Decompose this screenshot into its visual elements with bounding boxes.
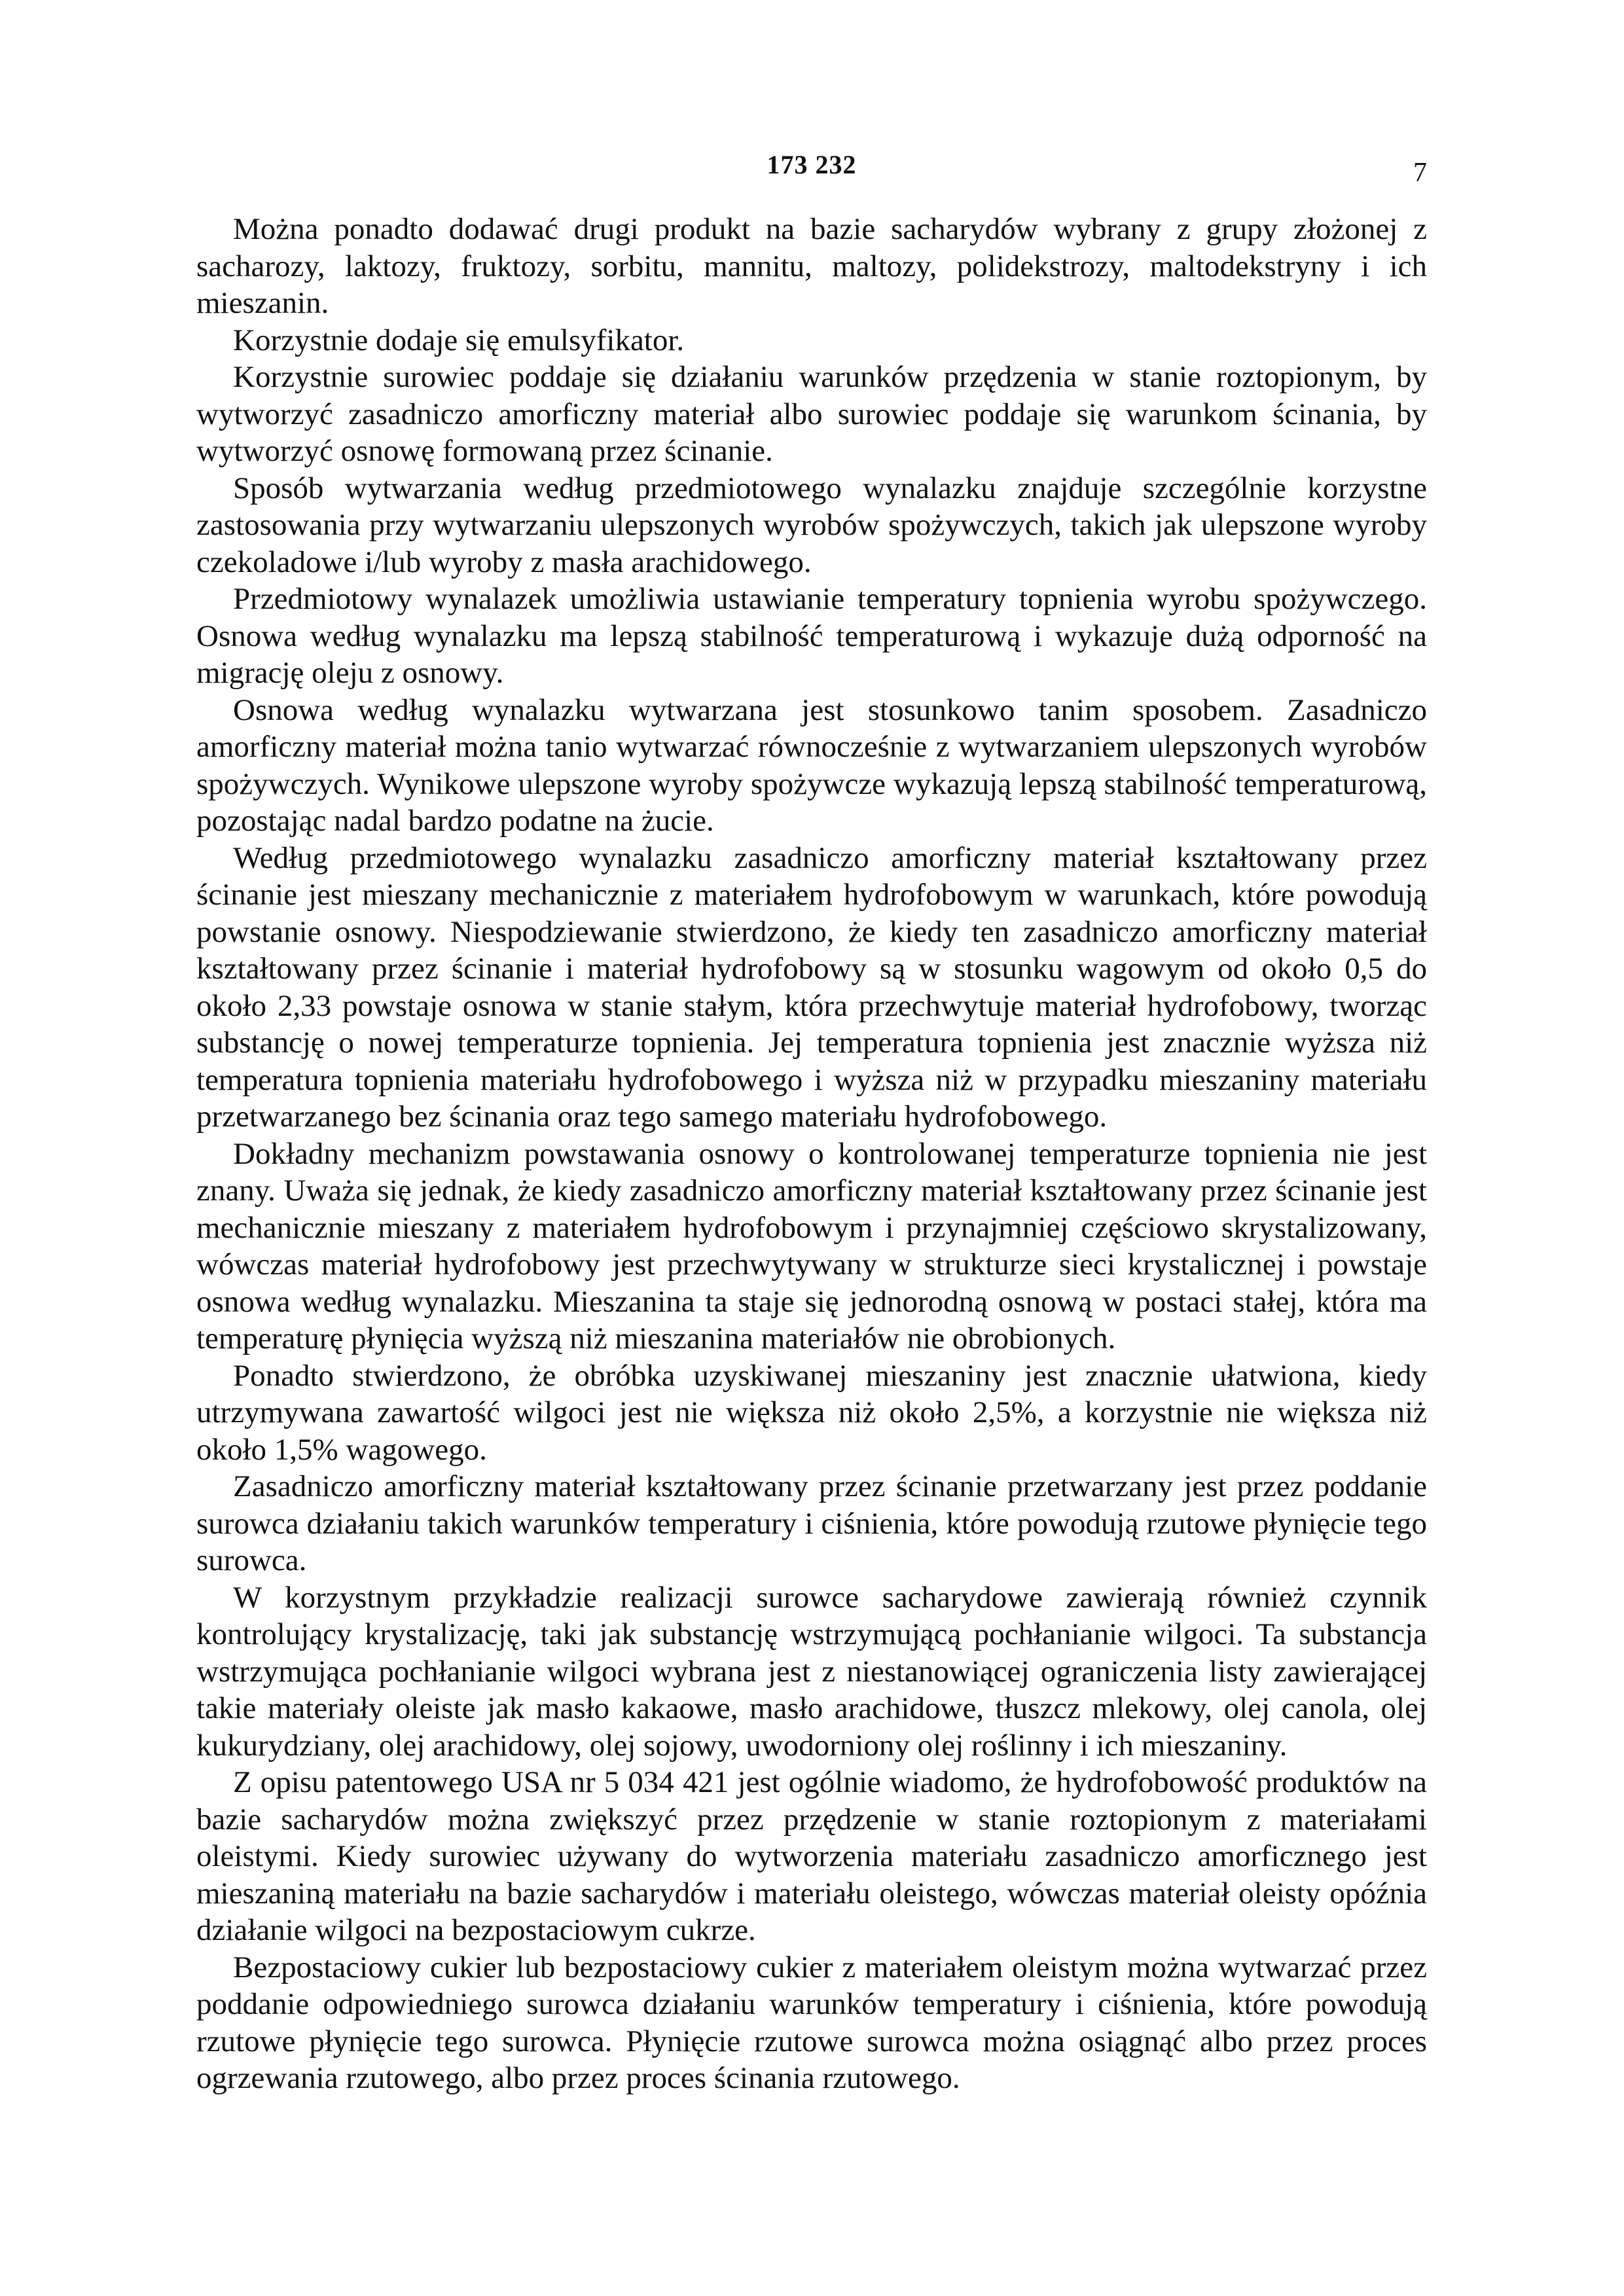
paragraph: W korzystnym przykładzie realizacji surowce sacharydowe zawierają również czynnik kontrolujący krystalizację, taki jak substancję wstrzymującą pochłanianie wilgoci. Ta substancja wstrzymująca pochłanianie wilgoci wybrana jest z niestanowiącej ograniczenia listy zawierającej takie materiały oleiste jak masło kakaowe, masło arachidowe, tłuszcz mlekowy, olej canola, olej kukurydziany, olej arachidowy, olej sojowy, uwodorniony olej roślinny i ich mieszaniny.	[196, 1580, 1427, 1763]
paragraph: Ponadto stwierdzono, że obróbka uzyskiwanej mieszaniny jest znacznie ułatwiona, kiedy utrzymywana zawartość wilgoci jest nie większa niż około 2,5%, a korzystnie nie większa niż około 1,5% wagowego.	[196, 1358, 1427, 1467]
page-header	[196, 149, 1427, 188]
paragraph: Zasadniczo amorficzny materiał kształtowany przez ścinanie przetwarzany jest przez poddanie surowca działaniu takich warunków temperatury i ciśnienia, które powodują rzutowe płynięcie tego surowca.	[196, 1469, 1427, 1577]
paragraph: Można ponadto dodawać drugi produkt na bazie sacharydów wybrany z grupy złożonej z sacharozy, laktozy, fruktozy, sorbitu, mannitu, maltozy, polidekstrozy, maltodekstryny i ich mieszanin.	[196, 212, 1427, 320]
paragraph: Z opisu patentowego USA nr 5 034 421 jest ogólnie wiadomo, że hydrofobowość produktów na bazie sacharydów można zwiększyć przez przędzenie w stanie roztopionym z materiałami oleistymi. Kiedy surowiec używany do wytworzenia materiału zasadniczo amorficznego jest mieszaniną materiału na bazie sacharydów i materiału oleistego, wówczas materiał oleisty opóźnia działanie wilgoci na bezpostaciowym cukrze.	[196, 1765, 1427, 1947]
paragraph: Według przedmiotowego wynalazku zasadniczo amorficzny materiał kształtowany przez ścinanie jest mieszany mechanicznie z materiałem hydrofobowym w warunkach, które powodują powstanie osnowy. Niespodziewanie stwierdzono, że kiedy ten zasadniczo amorficzny materiał kształtowany przez ścinanie i materiał hydrofobowy są w stosunku wagowym od około 0,5 do około 2,33 powstaje osnowa w stanie stałym, która przechwytuje materiał hydrofobowy, tworząc substancję o nowej temperaturze topnienia. Jej temperatura topnienia jest znacznie wyższa niż temperatura topnienia materiału hydrofobowego i wyższa niż w przypadku mieszaniny materiału przetwarzanego bez ścinania oraz tego samego materiału hydrofobowego.	[196, 840, 1427, 1134]
paragraph: Osnowa według wynalazku wytwarzana jest stosunkowo tanim sposobem. Zasadniczo amorficzny materiał można tanio wytwarzać równocześnie z wytwarzaniem ulepszonych wyrobów spożywczych. Wynikowe ulepszone wyroby spożywcze wykazują lepszą stabilność temperaturową, pozostając nadal bardzo podatne na żucie.	[196, 692, 1427, 838]
paragraph: Korzystnie dodaje się emulsyfikator.	[233, 323, 685, 357]
document-number: 173 232	[767, 150, 857, 179]
paragraph: Przedmiotowy wynalazek umożliwia ustawianie temperatury topnienia wyrobu spożywczego. Osnowa według wynalazku ma lepszą stabilność temperaturową i wykazuje dużą odporność na migrację oleju z osnowy.	[196, 582, 1427, 690]
body-text	[196, 211, 1427, 2097]
page-number: 7	[1413, 158, 1427, 188]
paragraph: Korzystnie surowiec poddaje się działaniu warunków przędzenia w stanie roztopionym, by wytworzyć zasadniczo amorficzny materiał albo surowiec poddaje się warunkom ścinania, by wytworzyć osnowę formowaną przez ścinanie.	[196, 360, 1427, 468]
paragraph: Sposób wytwarzania według przedmiotowego wynalazku znajduje szczególnie korzystne zastosowania przy wytwarzaniu ulepszonych wyrobów spożywczych, takich jak ulepszone wyroby czekoladowe i/lub wyroby z masła arachidowego.	[196, 471, 1427, 579]
paragraph: Dokładny mechanizm powstawania osnowy o kontrolowanej temperaturze topnienia nie jest znany. Uważa się jednak, że kiedy zasadniczo amorficzny materiał kształtowany przez ścinanie jest mechanicznie mieszany z materiałem hydrofobowym i przynajmniej częściowo skrystalizowany, wówczas materiał hydrofobowy jest przechwytywany w strukturze sieci krystalicznej i powstaje osnowa według wynalazku. Mieszanina ta staje się jednorodną osnową w postaci stałej, która ma temperaturę płynięcia wyższą niż mieszanina materiałów nie obrobionych.	[196, 1136, 1427, 1355]
paragraph: Bezpostaciowy cukier lub bezpostaciowy cukier z materiałem oleistym można wytwarzać przez poddanie odpowiedniego surowca działaniu warunków temperatury i ciśnienia, które powodują rzutowe płynięcie tego surowca. Płynięcie rzutowe surowca można osiągnąć albo przez proces ogrzewania rzutowego, albo przez proces ścinania rzutowego.	[196, 1950, 1427, 2095]
